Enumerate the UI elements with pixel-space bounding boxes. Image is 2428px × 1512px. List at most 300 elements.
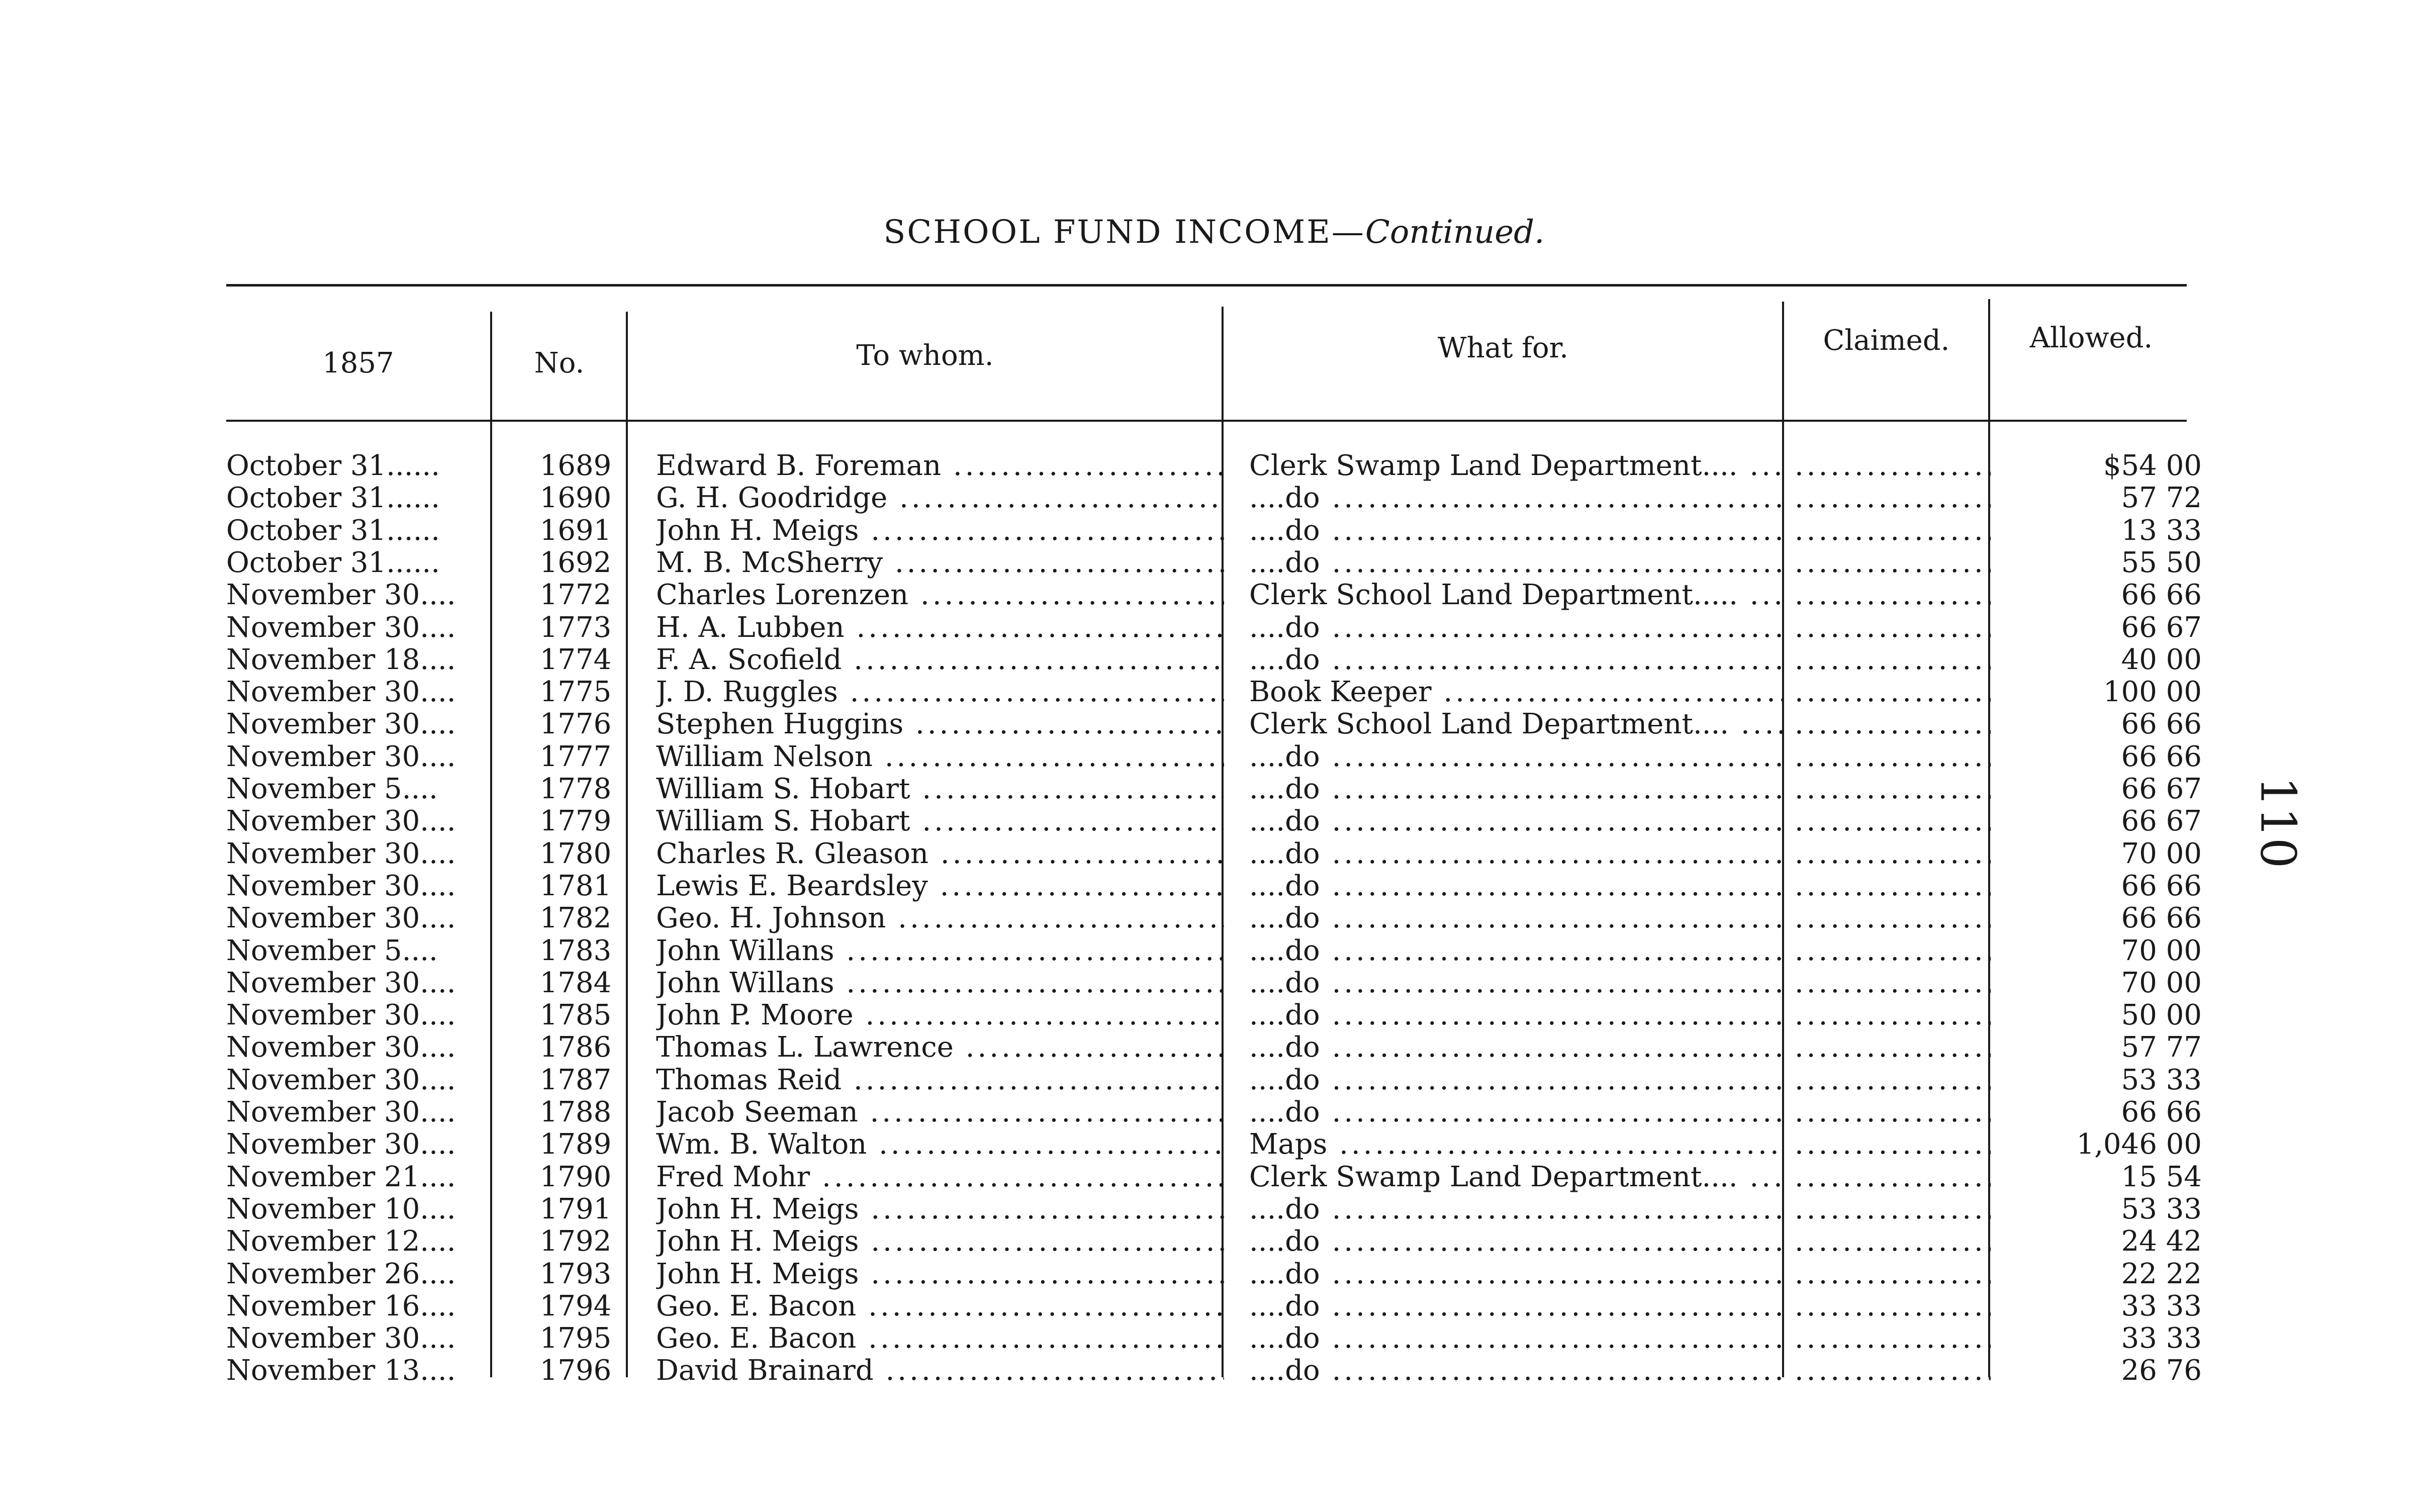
cell-to-whom [656, 1355, 1224, 1387]
cell-what-for-text: Clerk School Land Department..... ..... [1249, 579, 1782, 611]
cell-allowed [2008, 838, 2202, 870]
cell-allowed [2008, 644, 2202, 676]
cell-date [226, 579, 498, 611]
cell-allowed [2008, 967, 2202, 999]
table-row [0, 1258, 2428, 1290]
cell-allowed-text: 66 67 [2121, 611, 2202, 644]
cell-what-for-text: ....do ..... [1249, 1290, 1782, 1322]
cell-what-for-text: Maps ..... [1249, 1128, 1782, 1161]
cell-number [523, 1128, 628, 1161]
cell-date [226, 1096, 498, 1128]
cell-to-whom-text: William Nelson ..... [656, 741, 1224, 773]
cell-number [523, 1225, 628, 1258]
cell-allowed [2008, 708, 2202, 740]
cell-what-for-text: Book Keeper ..... [1249, 676, 1782, 708]
cell-to-whom [656, 1064, 1224, 1096]
cell-number-text: 1789 [539, 1128, 612, 1161]
cell-to-whom [656, 1096, 1224, 1128]
cell-claimed-leader [1795, 450, 1991, 482]
table-row [0, 741, 2428, 773]
cell-allowed-text: 66 66 [2121, 902, 2202, 935]
table-row [0, 1355, 2428, 1387]
cell-number [523, 612, 628, 644]
table-row [0, 450, 2428, 482]
cell-to-whom [656, 1322, 1224, 1355]
cell-claimed-leader [1795, 515, 1991, 547]
cell-claimed-leader [1795, 1193, 1991, 1225]
cell-what-for-text: ....do ..... [1249, 741, 1782, 773]
cell-date-text: November 30.... [226, 579, 456, 612]
table-row [0, 708, 2428, 740]
cell-allowed-text: 33 33 [2121, 1290, 2202, 1322]
cell-claimed-leader [1795, 1355, 1991, 1387]
cell-to-whom-text: Thomas L. Lawrence ..... [656, 1031, 1224, 1064]
cell-allowed [2008, 1161, 2202, 1193]
cell-date [226, 870, 498, 902]
cell-claimed [1795, 1128, 1991, 1161]
cell-number-text: 1792 [539, 1225, 612, 1258]
cell-to-whom [656, 902, 1224, 934]
cell-date [226, 515, 498, 547]
cell-number [523, 1355, 628, 1387]
cell-claimed [1795, 805, 1991, 837]
cell-to-whom [656, 741, 1224, 773]
cell-to-whom-text: Jacob Seeman ..... [656, 1096, 1224, 1128]
table-row [0, 967, 2428, 999]
cell-claimed [1795, 1322, 1991, 1355]
cell-number [523, 741, 628, 773]
cell-to-whom-text: Lewis E. Beardsley ..... [656, 870, 1224, 902]
cell-to-whom-text: Charles R. Gleason ..... [656, 838, 1224, 870]
cell-date [226, 1225, 498, 1258]
cell-what-for-text: ....do ..... [1249, 612, 1782, 644]
cell-what-for [1249, 838, 1782, 870]
cell-to-whom [656, 708, 1224, 740]
cell-to-whom [656, 870, 1224, 902]
cell-claimed-leader [1795, 482, 1991, 514]
table-row [0, 1096, 2428, 1128]
cell-date-text: November 12.... [226, 1225, 456, 1258]
cell-claimed [1795, 579, 1991, 611]
cell-date [226, 773, 498, 805]
cell-claimed-leader [1795, 547, 1991, 579]
cell-to-whom [656, 935, 1224, 967]
cell-date [226, 612, 498, 644]
cell-what-for [1249, 967, 1782, 999]
cell-number [523, 482, 628, 514]
cell-number-text: 1692 [539, 546, 612, 579]
cell-claimed [1795, 773, 1991, 805]
cell-allowed [2008, 741, 2202, 773]
cell-claimed [1795, 1258, 1991, 1290]
cell-allowed-text: 33 33 [2121, 1322, 2202, 1355]
cell-what-for [1249, 644, 1782, 676]
cell-to-whom-text: Edward B. Foreman ..... [656, 450, 1224, 482]
cell-claimed [1795, 741, 1991, 773]
cell-what-for-text: ....do ..... [1249, 1193, 1782, 1225]
cell-allowed-text: 66 66 [2121, 579, 2202, 612]
cell-what-for-text: ....do ..... [1249, 1258, 1782, 1290]
cell-allowed [2008, 1128, 2202, 1161]
cell-to-whom [656, 579, 1224, 611]
cell-date-text: November 30.... [226, 1031, 456, 1064]
cell-allowed [2008, 773, 2202, 805]
cell-what-for [1249, 1355, 1782, 1387]
cell-what-for-text: Clerk School Land Department.... ..... [1249, 708, 1782, 740]
cell-date-text: November 30.... [226, 676, 456, 709]
cell-claimed [1795, 967, 1991, 999]
cell-allowed [2008, 1355, 2202, 1387]
table-row [0, 515, 2428, 547]
cell-what-for-text: ....do ..... [1249, 902, 1782, 934]
cell-what-for-text: ....do ..... [1249, 999, 1782, 1031]
cell-number [523, 1258, 628, 1290]
page-number: 110 [2250, 776, 2306, 869]
cell-claimed [1795, 838, 1991, 870]
cell-date-text: November 30.... [226, 1322, 456, 1355]
cell-allowed [2008, 515, 2202, 547]
cell-claimed [1795, 935, 1991, 967]
cell-allowed-text: 70 00 [2121, 837, 2202, 870]
cell-to-whom-text: Wm. B. Walton ..... [656, 1128, 1224, 1161]
cell-allowed-text: $54 00 [2103, 450, 2202, 482]
cell-date-text: November 18.... [226, 643, 456, 676]
cell-date [226, 676, 498, 708]
cell-allowed-text: 50 00 [2121, 999, 2202, 1032]
header-date: 1857 [322, 347, 394, 380]
cell-claimed-leader [1795, 870, 1991, 902]
cell-claimed [1795, 450, 1991, 482]
cell-what-for-text: ....do ..... [1249, 1096, 1782, 1128]
table-row [0, 1225, 2428, 1258]
page-title-main: SCHOOL FUND INCOME— [883, 214, 1365, 251]
cell-to-whom-text: Geo. E. Bacon ..... [656, 1290, 1224, 1322]
cell-allowed-text: 66 66 [2121, 1096, 2202, 1128]
cell-what-for-text: ....do ..... [1249, 1355, 1782, 1387]
table-row [0, 1064, 2428, 1096]
cell-claimed-leader [1795, 1096, 1991, 1128]
table-row [0, 612, 2428, 644]
cell-date [226, 902, 498, 934]
cell-what-for-text: ....do ..... [1249, 644, 1782, 676]
cell-allowed-text: 66 66 [2121, 708, 2202, 741]
cell-claimed [1795, 1064, 1991, 1096]
cell-number-text: 1786 [539, 1031, 612, 1064]
cell-date-text: November 16.... [226, 1290, 456, 1322]
cell-date [226, 1322, 498, 1355]
cell-number-text: 1775 [539, 676, 612, 709]
cell-claimed-leader [1795, 612, 1991, 644]
cell-allowed-text: 57 72 [2121, 482, 2202, 515]
cell-number [523, 579, 628, 611]
cell-to-whom [656, 838, 1224, 870]
cell-number [523, 838, 628, 870]
cell-number [523, 902, 628, 934]
cell-claimed-leader [1795, 644, 1991, 676]
cell-what-for-text: ....do ..... [1249, 805, 1782, 837]
cell-what-for [1249, 902, 1782, 934]
cell-what-for [1249, 870, 1782, 902]
cell-number-text: 1772 [539, 579, 612, 612]
cell-date-text: November 5.... [226, 934, 438, 967]
cell-claimed [1795, 999, 1991, 1031]
cell-number-text: 1781 [539, 870, 612, 902]
header-to-whom: To whom. [856, 339, 994, 372]
cell-date [226, 450, 498, 482]
cell-what-for-text: Clerk Swamp Land Department.... ..... [1249, 1161, 1782, 1193]
cell-date-text: November 30.... [226, 1128, 456, 1161]
cell-allowed-text: 13 33 [2121, 514, 2202, 547]
cell-to-whom-text: John H. Meigs ..... [656, 1258, 1224, 1290]
header-what-for: What for. [1437, 332, 1569, 364]
cell-claimed-leader [1795, 1290, 1991, 1322]
cell-date [226, 838, 498, 870]
cell-allowed [2008, 1096, 2202, 1128]
cell-number [523, 515, 628, 547]
cell-what-for [1249, 1225, 1782, 1258]
cell-what-for [1249, 741, 1782, 773]
cell-to-whom-text: John H. Meigs ..... [656, 1225, 1224, 1258]
cell-claimed [1795, 515, 1991, 547]
cell-to-whom [656, 515, 1224, 547]
cell-date [226, 1258, 498, 1290]
cell-number [523, 773, 628, 805]
cell-date [226, 1031, 498, 1064]
cell-to-whom [656, 999, 1224, 1031]
cell-what-for [1249, 1128, 1782, 1161]
page-title [0, 214, 2428, 251]
cell-claimed-leader [1795, 838, 1991, 870]
cell-allowed-text: 66 66 [2121, 870, 2202, 902]
cell-number-text: 1795 [539, 1322, 612, 1355]
cell-claimed [1795, 644, 1991, 676]
table-row [0, 482, 2428, 514]
header-claimed: Claimed. [1823, 324, 1950, 357]
cell-to-whom [656, 1128, 1224, 1161]
cell-what-for [1249, 1290, 1782, 1322]
cell-date-text: November 10.... [226, 1193, 456, 1225]
cell-date [226, 708, 498, 740]
cell-number [523, 935, 628, 967]
cell-claimed-leader [1795, 579, 1991, 611]
cell-number [523, 547, 628, 579]
cell-claimed-leader [1795, 1225, 1991, 1258]
cell-date-text: October 31...... [226, 514, 440, 547]
cell-what-for [1249, 547, 1782, 579]
cell-number-text: 1787 [539, 1064, 612, 1096]
cell-to-whom [656, 773, 1224, 805]
table-row [0, 838, 2428, 870]
cell-date [226, 644, 498, 676]
cell-claimed [1795, 902, 1991, 934]
table-row [0, 935, 2428, 967]
cell-what-for [1249, 773, 1782, 805]
cell-claimed-leader [1795, 676, 1991, 708]
cell-allowed [2008, 999, 2202, 1031]
cell-date [226, 482, 498, 514]
cell-date-text: October 31...... [226, 482, 440, 515]
table-row [0, 870, 2428, 902]
cell-number [523, 870, 628, 902]
cell-to-whom-text: John H. Meigs ..... [656, 515, 1224, 547]
cell-what-for-text: ....do ..... [1249, 482, 1782, 514]
cell-date [226, 1290, 498, 1322]
cell-date-text: November 30.... [226, 870, 456, 902]
cell-what-for [1249, 1193, 1782, 1225]
cell-to-whom-text: Thomas Reid ..... [656, 1064, 1224, 1096]
cell-number-text: 1783 [539, 934, 612, 967]
cell-claimed [1795, 708, 1991, 740]
cell-what-for-text: ....do ..... [1249, 1322, 1782, 1355]
cell-number-text: 1784 [539, 967, 612, 999]
cell-to-whom [656, 1258, 1224, 1290]
cell-number-text: 1779 [539, 805, 612, 838]
cell-date [226, 1064, 498, 1096]
cell-to-whom [656, 1193, 1224, 1225]
cell-number-text: 1774 [539, 643, 612, 676]
cell-claimed-leader [1795, 708, 1991, 740]
cell-claimed-leader [1795, 999, 1991, 1031]
cell-date-text: November 30.... [226, 1096, 456, 1128]
cell-allowed-text: 57 77 [2121, 1031, 2202, 1064]
cell-number-text: 1691 [539, 514, 612, 547]
cell-allowed [2008, 612, 2202, 644]
cell-date [226, 1128, 498, 1161]
cell-allowed-text: 24 42 [2121, 1225, 2202, 1258]
cell-to-whom-text: M. B. McSherry ..... [656, 547, 1224, 579]
cell-to-whom [656, 1225, 1224, 1258]
cell-what-for-text: ....do ..... [1249, 838, 1782, 870]
cell-number-text: 1785 [539, 999, 612, 1032]
cell-number [523, 676, 628, 708]
page-title-sub: Continued. [1365, 214, 1545, 251]
header-no: No. [534, 347, 585, 380]
cell-what-for [1249, 1096, 1782, 1128]
cell-claimed [1795, 547, 1991, 579]
cell-date [226, 1161, 498, 1193]
cell-to-whom-text: Geo. E. Bacon ..... [656, 1322, 1224, 1355]
cell-number [523, 1096, 628, 1128]
cell-number [523, 967, 628, 999]
cell-what-for [1249, 515, 1782, 547]
cell-number-text: 1778 [539, 773, 612, 805]
cell-date [226, 999, 498, 1031]
cell-date-text: November 30.... [226, 967, 456, 999]
cell-date-text: October 31...... [226, 546, 440, 579]
cell-claimed-leader [1795, 1064, 1991, 1096]
cell-claimed [1795, 870, 1991, 902]
cell-number-text: 1790 [539, 1161, 612, 1193]
cell-to-whom [656, 644, 1224, 676]
cell-allowed-text: 55 50 [2121, 546, 2202, 579]
cell-to-whom [656, 1161, 1224, 1193]
cell-claimed [1795, 1355, 1991, 1387]
cell-what-for-text: ....do ..... [1249, 1031, 1782, 1064]
cell-to-whom-text: John Willans ..... [656, 967, 1224, 999]
cell-number-text: 1780 [539, 837, 612, 870]
table-row [0, 1322, 2428, 1355]
cell-claimed [1795, 1096, 1991, 1128]
cell-allowed-text: 66 66 [2121, 740, 2202, 773]
table-row [0, 1193, 2428, 1225]
cell-what-for [1249, 482, 1782, 514]
cell-number-text: 1793 [539, 1258, 612, 1290]
cell-allowed-text: 40 00 [2121, 643, 2202, 676]
cell-allowed [2008, 902, 2202, 934]
cell-to-whom [656, 482, 1224, 514]
cell-number-text: 1690 [539, 482, 612, 515]
cell-claimed-leader [1795, 741, 1991, 773]
cell-what-for-text: ....do ..... [1249, 935, 1782, 967]
cell-what-for [1249, 450, 1782, 482]
cell-allowed-text: 53 33 [2121, 1064, 2202, 1096]
cell-to-whom-text: David Brainard ..... [656, 1355, 1224, 1387]
cell-claimed [1795, 482, 1991, 514]
cell-to-whom [656, 1031, 1224, 1064]
cell-allowed [2008, 547, 2202, 579]
cell-allowed [2008, 1290, 2202, 1322]
cell-number [523, 1031, 628, 1064]
cell-allowed [2008, 579, 2202, 611]
cell-number [523, 450, 628, 482]
cell-date [226, 1355, 498, 1387]
cell-allowed-text: 70 00 [2121, 934, 2202, 967]
cell-claimed-leader [1795, 773, 1991, 805]
table-row [0, 999, 2428, 1031]
header-bottom-rule [226, 420, 2187, 422]
cell-number [523, 1322, 628, 1355]
cell-claimed [1795, 1193, 1991, 1225]
cell-allowed-text: 66 67 [2121, 773, 2202, 805]
cell-date [226, 805, 498, 837]
cell-to-whom-text: Charles Lorenzen ..... [656, 579, 1224, 611]
cell-claimed [1795, 1161, 1991, 1193]
table-row [0, 579, 2428, 611]
cell-to-whom [656, 612, 1224, 644]
cell-date-text: October 31...... [226, 450, 440, 482]
cell-claimed [1795, 1225, 1991, 1258]
cell-date-text: November 30.... [226, 805, 456, 838]
cell-number-text: 1689 [539, 450, 612, 482]
cell-date [226, 967, 498, 999]
cell-date-text: November 30.... [226, 611, 456, 644]
cell-date [226, 741, 498, 773]
cell-allowed-text: 53 33 [2121, 1193, 2202, 1225]
cell-date-text: November 21.... [226, 1161, 456, 1193]
cell-date [226, 547, 498, 579]
cell-what-for-text: ....do ..... [1249, 1064, 1782, 1096]
cell-what-for [1249, 579, 1782, 611]
cell-to-whom-text: John P. Moore ..... [656, 999, 1224, 1031]
cell-what-for-text: ....do ..... [1249, 1225, 1782, 1258]
cell-date-text: November 5.... [226, 773, 438, 805]
cell-allowed-text: 22 22 [2121, 1258, 2202, 1290]
cell-number-text: 1794 [539, 1290, 612, 1322]
table-row [0, 1290, 2428, 1322]
table-row [0, 1161, 2428, 1193]
cell-allowed [2008, 870, 2202, 902]
cell-to-whom-text: Geo. H. Johnson ..... [656, 902, 1224, 934]
cell-claimed [1795, 1031, 1991, 1064]
cell-allowed [2008, 805, 2202, 837]
cell-date-text: November 30.... [226, 1064, 456, 1096]
cell-date-text: November 30.... [226, 902, 456, 935]
cell-what-for-text: Clerk Swamp Land Department.... ..... [1249, 450, 1782, 482]
cell-to-whom-text: John H. Meigs ..... [656, 1193, 1224, 1225]
table-row [0, 676, 2428, 708]
cell-allowed [2008, 1064, 2202, 1096]
cell-claimed-leader [1795, 805, 1991, 837]
